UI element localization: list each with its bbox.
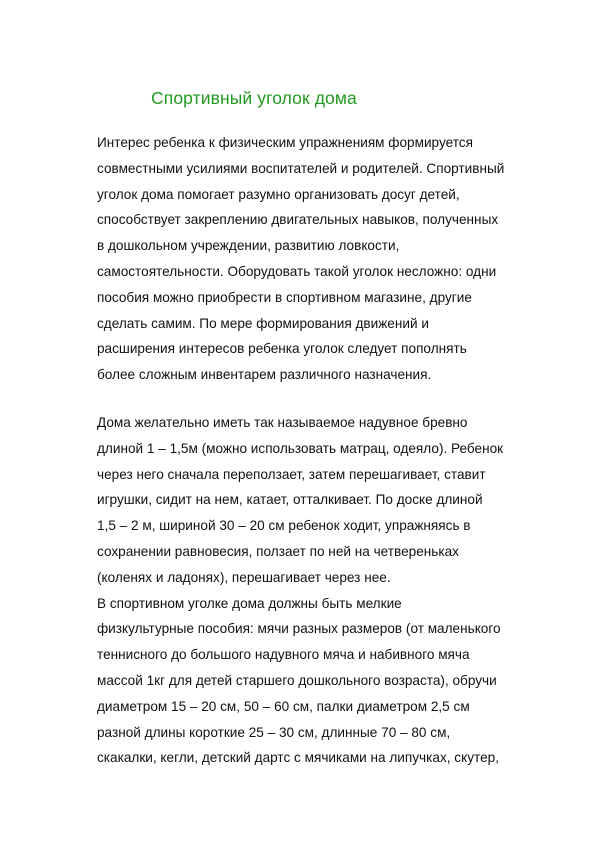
text-line: разной длины короткие 25 – 30 см, длинные 70 – 80 см, bbox=[97, 724, 451, 740]
text-line: расширения интересов ребенка уголок следует пополнять bbox=[97, 341, 467, 357]
text-line: Интерес ребенка к физическим упражнениям формируется bbox=[97, 135, 473, 150]
text-line: скакалки, кегли, детский дартс с мячиками на липучках, скутер, bbox=[97, 750, 499, 766]
paragraph-equipment bbox=[97, 410, 503, 771]
text-line: теннисного до большого надувного мяча и набивного мяча bbox=[97, 647, 470, 663]
text-line: игрушки, сидит на нем, катает, отталкивает. По доске длиной bbox=[97, 492, 483, 508]
text-line: сделать самим. По мере формирования движений и bbox=[97, 315, 429, 331]
text-line: В спортивном уголке дома должны быть мелкие bbox=[97, 595, 402, 611]
text-line: 1,5 – 2 м, шириной 30 – 20 см ребенок ходит, упражняясь в bbox=[97, 518, 471, 534]
text-line: физкультурные пособия: мячи разных размеров (от маленького bbox=[97, 621, 501, 637]
text-line: диаметром 15 – 20 см, 50 – 60 см, палки диаметром 2,5 см bbox=[97, 698, 470, 714]
text-line: уголок дома помогает разумно организовать досуг детей, bbox=[97, 186, 460, 202]
text-line: способствует закреплению двигательных навыков, полученных bbox=[97, 212, 499, 228]
text-line: пособия можно приобрести в спортивном магазине, другие bbox=[97, 289, 472, 305]
text-line: длиной 1 – 1,5м (можно использовать матрац, одеяло). Ребенок bbox=[97, 440, 504, 456]
text-line: более сложным инвентарем различного назначения. bbox=[97, 367, 432, 383]
paragraph-intro bbox=[97, 130, 504, 388]
text-line: Дома желательно иметь так называемое надувное бревно bbox=[97, 415, 468, 430]
text-line: через него сначала переползает, затем перешагивает, ставит bbox=[97, 466, 486, 482]
text-line: в дошкольном учреждении, развитию ловкости, bbox=[97, 238, 400, 254]
text-line: совместными усилиями воспитателей и родителей. Спортивный bbox=[97, 160, 505, 176]
text-line: (коленях и ладонях), перешагивает через нее. bbox=[97, 569, 391, 585]
document-title: Спортивный уголок дома bbox=[151, 88, 357, 108]
text-line: самостоятельности. Оборудовать такой уголок несложно: одни bbox=[97, 263, 497, 279]
text-line: сохранении равновесия, ползает по ней на четвереньках bbox=[97, 543, 459, 559]
text-line: массой 1кг для детей старшего дошкольного возраста), обручи bbox=[97, 672, 497, 688]
